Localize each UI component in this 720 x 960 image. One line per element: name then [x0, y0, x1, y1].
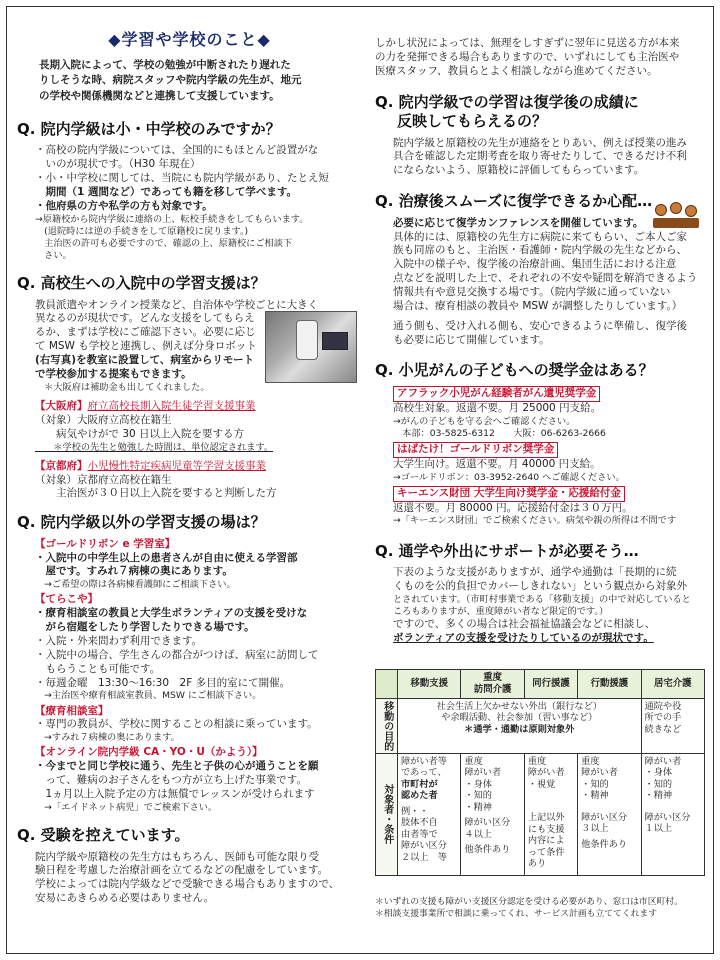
text-line: １以上	[644, 823, 673, 834]
text-line: 大学生向け。返還不要。月 40000 円支給。	[393, 457, 601, 470]
text-line: →主治医や療育相談室教員、MSW にご相談下さい。	[35, 690, 262, 702]
table-header: 重度 訪問介護	[461, 670, 524, 699]
text-line: って条件	[527, 846, 565, 858]
text-line: 【ゴールドリボン e 学習室】	[35, 537, 176, 550]
text-line: 点などを説明した上で、それぞれの不安や疑問を解消できるよう	[393, 272, 698, 285]
row-label: 対象者・条件	[376, 753, 398, 875]
text-line: いのが現状です。（H30 年現在）	[35, 158, 201, 171]
text-line: →ゴールドリボン：03-3952-2640 へご確認ください。	[393, 471, 625, 483]
text-line: ・入院中の中学生以上の患者さんが自由に使える学習部	[35, 551, 298, 564]
text-line: 験日程を考慮した治療計画を立てるなどの配慮をしています。	[35, 864, 329, 877]
table-notes	[375, 897, 705, 921]
answer-block	[375, 217, 705, 348]
text-line: も必要に応じて開催しています。	[393, 333, 550, 346]
text-line: 障がい者等	[401, 755, 447, 767]
text-line: 屋です。すみれ７病棟の奥にあります。	[35, 565, 233, 578]
text-line: ・他府県の方や私学の方も対象です。	[35, 199, 213, 212]
text-line: 他条件あり	[464, 844, 511, 855]
text-line: →原籍校から院内学級に連絡の上、転校手続きをしてもらいます。	[35, 213, 309, 225]
table-header: 同行援護	[524, 670, 577, 699]
text-line: ＊相談支援事業所で相談に乗ってくれ、サービス計画も立ててくれます	[375, 908, 658, 919]
table-header: 行動援護	[578, 670, 641, 699]
question-heading: Q. 院内学級は小・中学校のみですか？	[17, 119, 281, 138]
text-line: ころもありますが、重度障がい者など限定的です。）	[393, 605, 609, 617]
text-line: 【京都府】	[35, 459, 88, 472]
text-line: 肢体不自	[401, 817, 438, 828]
table-cell	[641, 753, 704, 875]
text-line: 病気やけがで 30 日以上入院を要する方	[35, 427, 245, 440]
text-line: ・専門の教員が、学校に関することの相談に乗っています。	[35, 718, 318, 731]
text-line: ・知的	[581, 778, 609, 790]
text-line: 所での手	[644, 712, 682, 723]
text-line: ボランティアの支援を受けたりしているのが現状です。	[393, 631, 654, 644]
right-column	[375, 7, 705, 919]
text-line: の力を発揮できる場合もありますので、いずれにしても主治医や	[375, 50, 680, 63]
text-line: ・身体	[464, 778, 492, 790]
text-line: ・精神	[644, 790, 673, 801]
text-line: 重度	[581, 755, 600, 767]
table-cell	[461, 753, 524, 875]
text-line: 他条件あり	[581, 838, 628, 850]
text-line: 通う側も、受け入れる側も、安心できるように準備し、復学後	[393, 319, 687, 332]
table-cell	[641, 698, 704, 753]
table-header: 居宅介護	[641, 670, 704, 699]
text-line: ・精神	[581, 790, 609, 801]
text-line: 市町村が	[401, 778, 438, 790]
text-line: 障がい区分	[464, 817, 511, 828]
text-line: 障がい者	[581, 767, 618, 778]
text-line: 教員派遣やオンライン授業など、自治体や学校ごとに大きく	[35, 298, 319, 311]
text-line: ・入院中の場合、学生さんの都合がつけば、病室に訪問して	[35, 648, 319, 661]
text-line: 由者等で	[401, 828, 438, 840]
text-line: ＊いずれの支援も障がい支援区分認定を受ける必要があり、窓口は市区町村。	[375, 897, 683, 907]
text-line: 長期入院によって、学校の勉強が中断されたり遅れた	[39, 59, 291, 72]
text-line: 族も同席のもと、主治医・看護師・院内学級の先生などから、	[393, 244, 687, 257]
answer-block	[17, 299, 362, 394]
table-header: 移動支援	[398, 670, 461, 699]
question-heading: Q. 通学や外出にサポートが必要そう…	[375, 541, 639, 560]
text-line: 府立高校長期入院生徒学習支援事業	[87, 399, 256, 412]
robot-icon	[296, 320, 318, 360]
text-line: 障がい者	[644, 755, 682, 767]
text-line: 場合は、療育相談の教員や MSW が調整したりしています。）	[393, 299, 683, 312]
question-heading	[375, 93, 705, 132]
text-line: →すみれ７病棟の奥にあります。	[35, 732, 180, 744]
question-heading	[375, 192, 705, 212]
table-cell	[398, 753, 461, 875]
text-line: 下表のような支援がありますが、通学や通勤は「長期的に続	[393, 566, 677, 579]
text-line: ＊大阪府は補助金も出してくれました。	[35, 381, 210, 393]
text-line: あり	[527, 858, 547, 869]
text-line: 必要に応じて復学カンファレンスを開催しています。	[393, 216, 644, 229]
text-line: ２以上 等	[401, 851, 447, 863]
avatar-robot-photo	[265, 311, 357, 383]
answer-block	[375, 566, 705, 646]
text-line: （対象）大阪府立高校在籍生	[35, 413, 172, 426]
answer-block	[375, 137, 705, 179]
text-line: 返還不要。月 80000 円。応援給付金は３０万円。	[393, 501, 633, 514]
text-line: ・知的	[464, 790, 492, 801]
scholarship-label: キーエンス財団 大学生向け奨学金・応援給付金	[393, 486, 625, 502]
osaka-program	[17, 400, 362, 454]
text-line: であって、	[401, 767, 447, 778]
text-line: 医療スタッフ、教員らとよく相談しながら進めてください。	[375, 64, 658, 77]
text-line: 学校によっては院内学級などで受験できる場合もありますので、	[35, 878, 340, 891]
row-label: 移動の目的	[376, 698, 398, 753]
text-line: ＊学校の先生と勉強した時間は、単位認定されます。	[35, 441, 274, 453]
text-line: 障がい区分	[644, 811, 691, 823]
text-line: （対象）京都府立高校在籍生	[35, 473, 172, 486]
text-line: 反映してもらえるの？	[397, 112, 548, 131]
text-line: ４以上	[464, 828, 492, 840]
text-line: とされています。（市町村事業である「移動支援」の中で対応していると	[393, 593, 691, 605]
text-line: 障がい区分	[401, 840, 447, 851]
text-line: ・今までと同じ学校に通う、先生と子供の心が通うことを願	[35, 760, 319, 773]
text-line: 異なるのが現状です。どんな支援をしてもらえ	[35, 312, 255, 325]
text-line: 院内学級や原籍校の先生方はもちろん、医師も可能な限り受	[35, 850, 320, 863]
text-line: 例・・	[401, 805, 429, 817]
answer-block	[17, 851, 362, 906]
text-line: 続きなど	[644, 723, 682, 735]
text-line: (右写真)を教室に設置して、病室からリモート	[35, 354, 254, 367]
page-title: ◆学習や学校のこと◆	[108, 30, 271, 49]
text-line: 具合を確認した定期考査を取り寄せたりして、できるだけ不利	[393, 150, 687, 163]
scholarship-label: はばたけ！ゴールドリボン奨学金	[393, 442, 558, 458]
text-line: や余暇活動、社会参加（習い事など）	[441, 712, 598, 723]
text-line: ですので、多くの場合は社会福祉協議会などに相談し、	[393, 618, 656, 631]
text-line: ＊通学・通勤は原則対象外	[464, 723, 575, 735]
text-line: て MSW も学校と連携し、例えば分身ロボット	[35, 340, 257, 353]
document-page	[6, 6, 714, 954]
text-line: 上記以外	[527, 812, 565, 823]
text-line: って、難病のお子さんをもつ方が立ち上げた事業です。	[35, 774, 307, 787]
text-line: 障がい区分	[581, 811, 628, 823]
question-heading: Q. 高校生への入院中の学習支援は？	[17, 274, 266, 293]
text-line: →がんの子どもを守る会へご確認ください。	[393, 415, 576, 427]
text-line: 具体的には、原籍校の先生方に病院に来てもらい、ご本人ご家	[393, 230, 687, 243]
continued-text	[375, 37, 705, 79]
text-line: ・身体	[644, 767, 673, 778]
text-line: ３以上	[581, 823, 609, 834]
text-line: →「エイドネット病児」でご検索下さい。	[35, 801, 218, 813]
text-line: 期間（1 週間など）であっても籍を移して学べます。	[35, 185, 298, 198]
intro-text	[17, 58, 362, 104]
text-line: 認めた者	[401, 790, 438, 801]
text-line: Q. 院内学級での学習は復学後の成績に	[375, 92, 639, 111]
kyoto-program	[17, 460, 362, 502]
text-line: 高校生対象。返還不要。月 25000 円支給。	[393, 401, 602, 414]
answer-block	[375, 386, 705, 528]
text-line: 小児慢性特定疾病児童等学習支援事業	[87, 459, 266, 472]
text-line: (退院時には逆の手続きをして原籍校に戻ります。)	[35, 225, 249, 237]
text-line: 入院中の様子や、復学後の治療計画、集団生活における注意	[393, 258, 677, 271]
text-line: Q. 治療後スムーズに復学できるか心配…	[375, 192, 653, 211]
text-line: 情報共有や意見交換する場です。（院内学級に通っていない	[393, 285, 671, 298]
text-line: 障がい者	[527, 767, 565, 778]
table-cell	[398, 698, 642, 753]
text-line: 【てらこや】	[35, 593, 98, 606]
text-line: ・高校の院内学級については、全国的にもほとんど設置がな	[35, 144, 319, 157]
text-line: 重度	[464, 755, 483, 767]
text-line: にならないよう、原籍校に評価してもらっています。	[393, 164, 645, 177]
text-line: ・入院・外来問わず利用できます。	[35, 635, 203, 648]
text-line: りしそうな時、病院スタッフや院内学級の先生が、地元	[39, 74, 302, 87]
support-services-table	[375, 669, 705, 876]
text-line: しかし状況によっては、無理をしすぎずに翌年に見送る方が本来	[375, 37, 680, 49]
text-line: ・毎週金曜 13:30～16:30 2F 多目的室にて開催。	[35, 676, 291, 689]
answer-block	[17, 538, 362, 814]
screen-icon	[322, 332, 348, 350]
text-line: ・療育相談室の教員と大学生ボランティアの支援を受けな	[35, 607, 308, 620]
question-heading: Q. 院内学級以外の学習支援の場は？	[17, 513, 266, 532]
text-line: 【大阪府】	[35, 399, 88, 412]
text-line: →「キーエンス財団」でご検索ください。病気や親の所得は不問です	[393, 515, 677, 527]
text-line: の学校や関係機関などと連携して支援しています。	[39, 89, 280, 102]
text-line: 主治医の許可も必要ですので、確認の上、原籍校にご相談下	[35, 237, 293, 249]
text-line: くものを公的負担でカバーしきれない」という観点から対象外	[393, 579, 687, 592]
question-heading: Q. 小児がんの子どもへの奨学金はある？	[375, 361, 654, 380]
text-line: ・小・中学校に関しては、当院にも院内学級があり、たとえ短	[35, 171, 329, 184]
text-line: 【療育相談室】	[35, 704, 109, 717]
text-line: 【オンライン院内学級 CA・YO・U（かよう）】	[35, 746, 263, 759]
text-line: るか、まずは学校にご確認下さい。必要に応じ	[35, 326, 256, 339]
table-cell	[524, 753, 577, 875]
text-line: 障がい者	[464, 767, 502, 778]
text-line: もらうことも可能です。	[35, 662, 161, 675]
text-line: ・視覚	[527, 778, 556, 790]
text-line: →ご希望の際は各病棟看護師にご相談下さい。	[35, 579, 236, 591]
answer-block	[17, 144, 362, 262]
question-heading: Q. 受験を控えています。	[17, 826, 190, 845]
text-line: 重度	[527, 755, 547, 767]
text-line: ・精神	[464, 801, 492, 813]
text-line: 主治医が３０日以上入院を要すると判断した方	[35, 487, 277, 500]
text-line: 院内学級と原籍校の先生が連絡をとりあい、例えば授業の進み	[393, 136, 687, 149]
text-line: 内容によ	[527, 835, 565, 846]
text-line: 安易にあきらめる必要はありません。	[35, 892, 215, 905]
text-line: にも支援	[527, 823, 565, 835]
text-line: 社会生活上欠かせない外出（銀行など）	[436, 700, 602, 712]
text-line: ・知的	[644, 778, 673, 790]
text-line: で学校参加する提案もできます。	[35, 367, 192, 380]
children-illustration-icon	[651, 202, 701, 230]
table-cell	[578, 753, 641, 875]
scholarship-label: アフラック小児がん経験者がん遺児奨学金	[393, 386, 600, 402]
text-line: 本部：03-5825-6312 大阪：06-6263-2666	[393, 427, 606, 439]
text-line: 通院や役	[644, 700, 682, 712]
text-line: がら宿題をしたり学習したりできる場です。	[35, 621, 255, 634]
left-column	[17, 7, 362, 906]
text-line: さい。	[35, 249, 72, 261]
text-line: 1ヵ月以上入院予定の方は無償でレッスンが受けられます	[35, 788, 315, 801]
